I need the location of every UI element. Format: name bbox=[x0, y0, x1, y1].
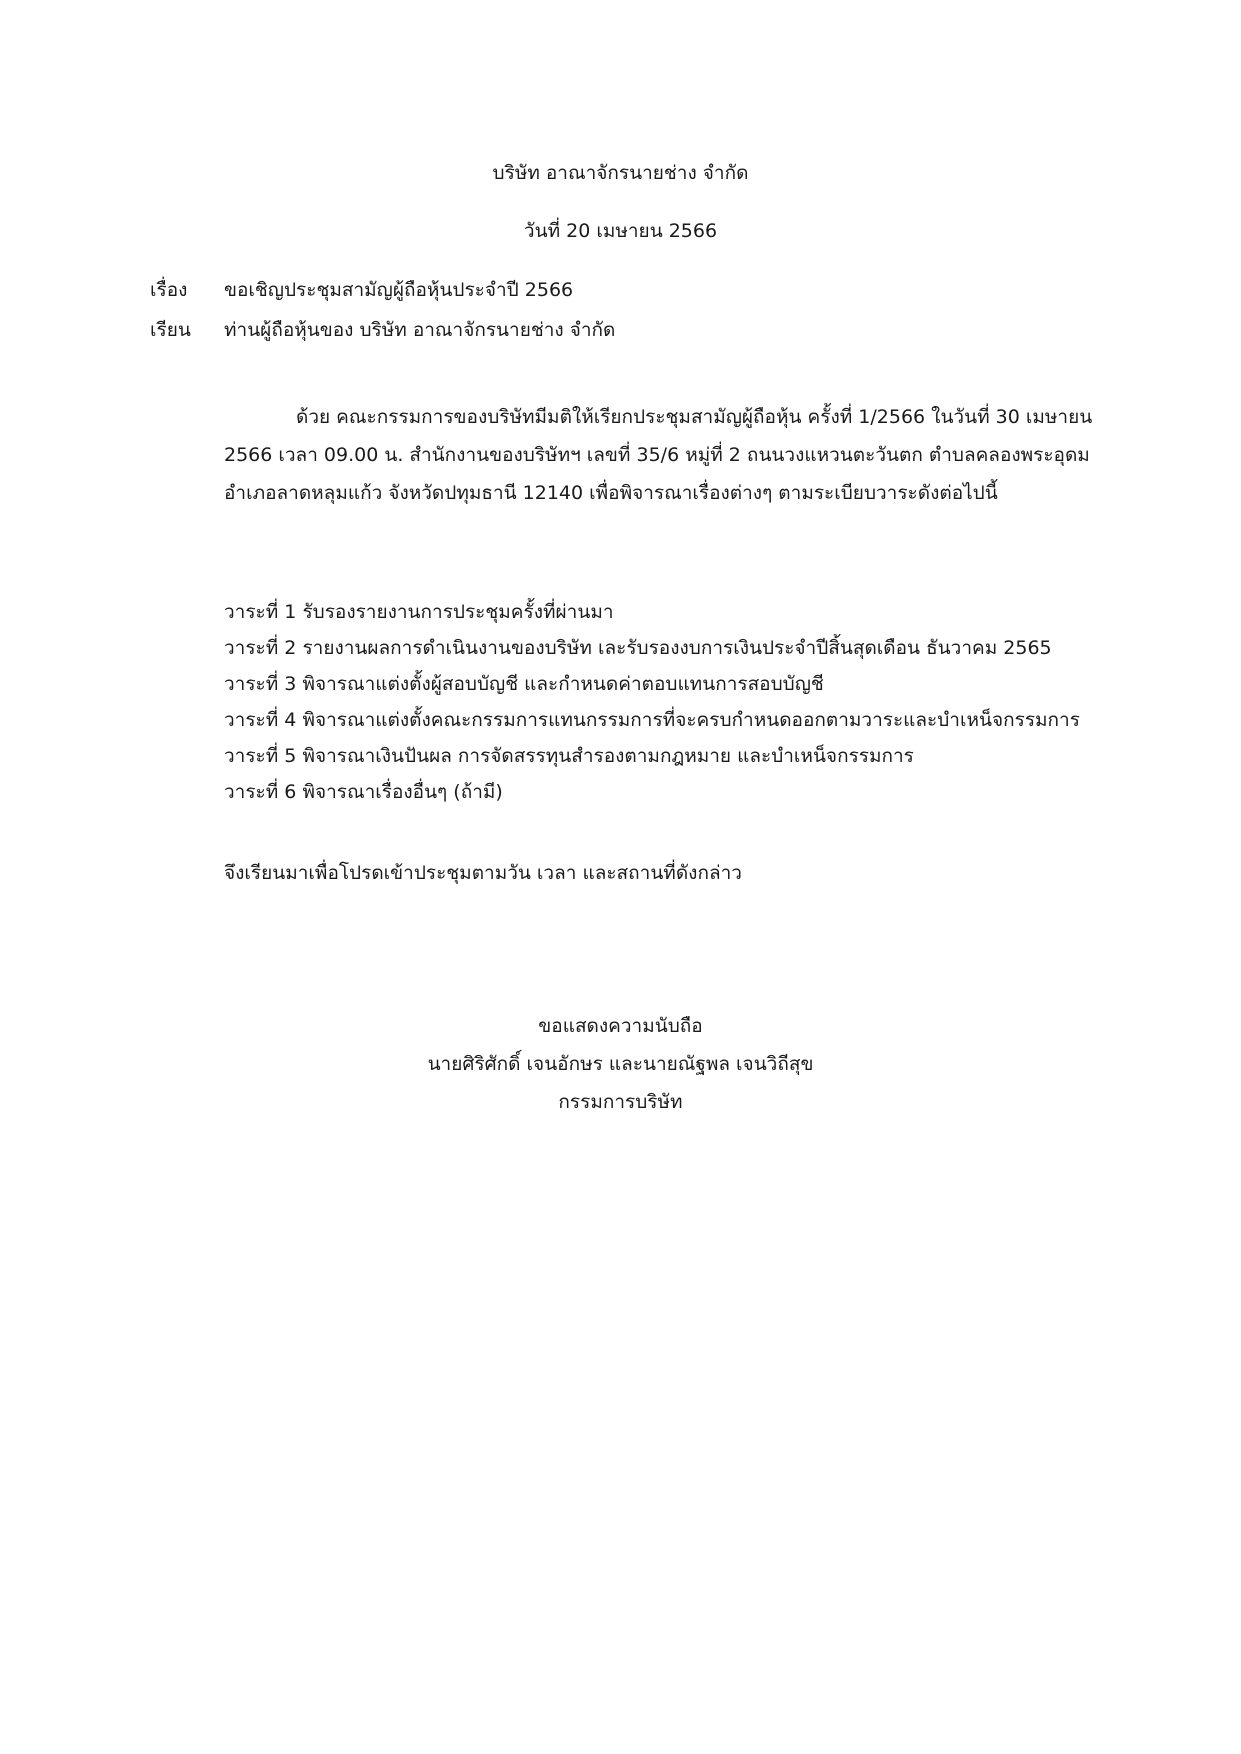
body-line: 2566 เวลา 09.00 น. สำนักงานของบริษัทฯ เลขที่ 35/6 หมู่ที่ 2 ถนนวงแหวนตะวันตก ตำบลคลองพระอุดม bbox=[224, 444, 1090, 466]
agenda-item: วาระที่ 2 รายงานผลการดำเนินงานของบริษัท เละรับรองงบการเงินประจำปีสิ้นสุดเดือน ธันวาคม 2565 bbox=[224, 637, 1052, 659]
body-line: ด้วย คณะกรรมการของบริษัทมีมติให้เรียกประชุมสามัญผู้ถือหุ้น ครั้งที่ 1/2566 ในวันที่ 30 เมษายน bbox=[296, 406, 1093, 428]
signer-position: กรรมการบริษัท bbox=[558, 1091, 683, 1113]
recipient-text: ท่านผู้ถือหุ้นของ บริษัท อาณาจักรนายช่าง จำกัด bbox=[224, 319, 616, 341]
subject-label: เรื่อง bbox=[150, 279, 188, 301]
document-date: วันที่ 20 เมษายน 2566 bbox=[523, 220, 718, 242]
agenda-item: วาระที่ 4 พิจารณาแต่งตั้งคณะกรรมการแทนกรรมการที่จะครบกำหนดออกตามวาระและบำเหน็จกรรมการ bbox=[224, 709, 1080, 731]
body-line: อำเภอลาดหลุมแก้ว จังหวัดปทุมธานี 12140 เพื่อพิจารณาเรื่องต่างๆ ตามระเบียบวาระดังต่อไปนี้ bbox=[224, 482, 998, 504]
regards-text: ขอแสดงความนับถือ bbox=[538, 1015, 703, 1037]
agenda-item: วาระที่ 6 พิจารณาเรื่องอื่นๆ (ถ้ามี) bbox=[224, 781, 503, 803]
agenda-item: วาระที่ 1 รับรองรายงานการประชุมครั้งที่ผ่านมา bbox=[224, 601, 614, 623]
company-name: บริษัท อาณาจักรนายช่าง จำกัด bbox=[492, 162, 749, 184]
recipient-label: เรียน bbox=[150, 319, 191, 341]
signer-names: นายศิริศักดิ์ เจนอักษร และนายณัฐพล เจนวิถีสุข bbox=[427, 1053, 814, 1075]
agenda-item: วาระที่ 3 พิจารณาแต่งตั้งผู้สอบบัญชี และกำหนดค่าตอบแทนการสอบบัญชี bbox=[224, 673, 824, 695]
closing-sentence: จึงเรียนมาเพื่อโปรดเข้าประชุมตามวัน เวลา และสถานที่ดังกล่าว bbox=[224, 862, 742, 884]
subject-text: ขอเชิญประชุมสามัญผู้ถือหุ้นประจำปี 2566 bbox=[224, 279, 574, 301]
agenda-item: วาระที่ 5 พิจารณาเงินปันผล การจัดสรรทุนสำรองตามกฎหมาย และบำเหน็จกรรมการ bbox=[224, 745, 914, 767]
